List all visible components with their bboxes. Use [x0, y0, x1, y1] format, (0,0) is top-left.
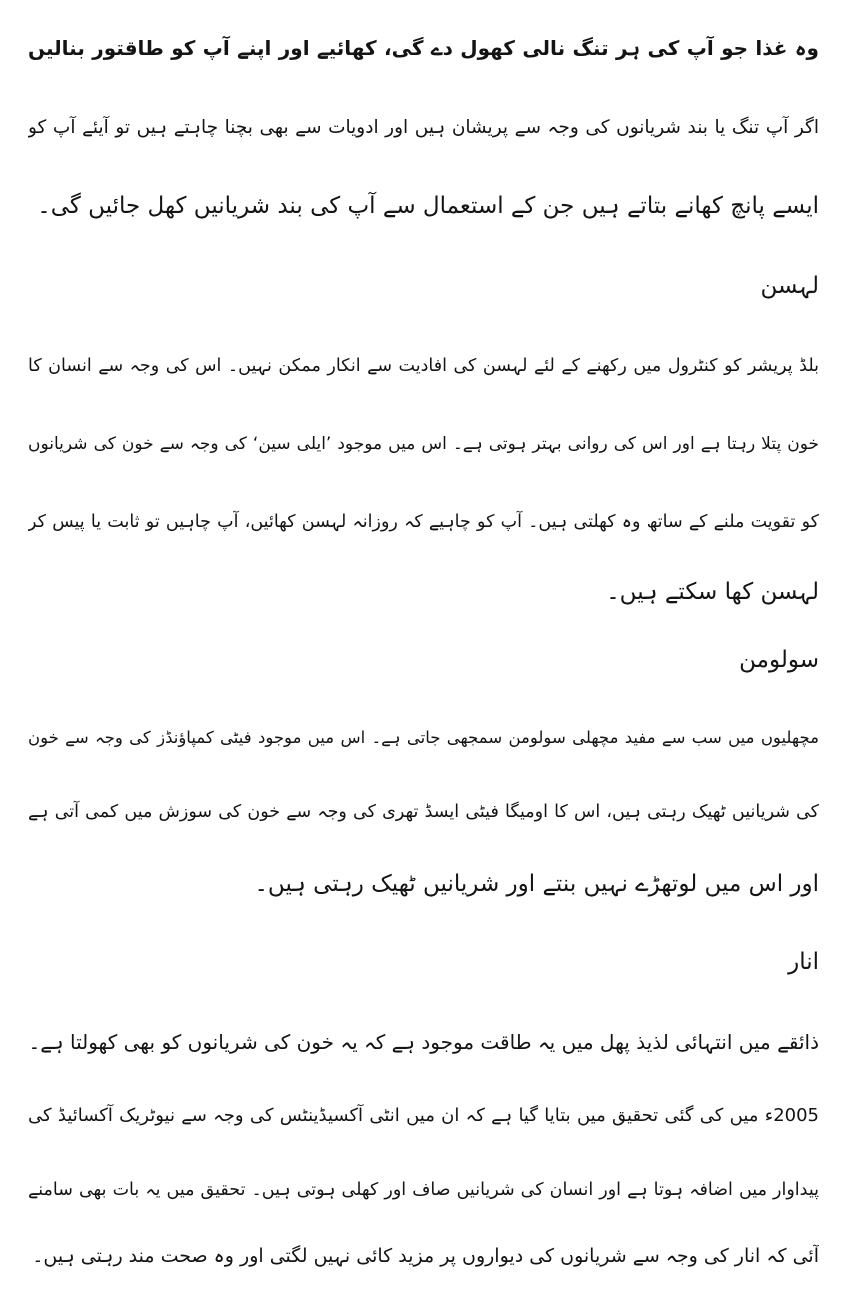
salmon-line-2: کی شریانیں ٹھیک رہتی ہیں، اس کا اومیگا فیٹی ایسڈ تھری کی وجہ سے خون کی سوزش میں کمی آتی ہے [28, 802, 819, 822]
garlic-line-1: بلڈ پریشر کو کنٹرول میں رکھنے کے لئے لہسن کی افادیت سے انکار ممکن نہیں۔ اس کی وجہ سے انسان کا [28, 356, 819, 376]
section-heading-salmon: سولومن [739, 647, 819, 673]
pomegranate-line-1: ذائقے میں انتہائی لذیذ پھل میں یہ طاقت موجود ہے کہ یہ خون کی شریانوں کو بھی کھولتا ہے۔ [28, 1030, 819, 1054]
garlic-line-2: خون پتلا رہتا ہے اور اس کی روانی بہتر ہوتی ہے۔ اس میں موجود ’ایلی سین‘ کی وجہ سے خون کی شریانوں [28, 434, 819, 454]
pomegranate-line-2: 2005ء میں کی گئی تحقیق میں بتایا گیا ہے کہ ان میں انٹی آکسیڈینٹس کی وجہ سے نیوٹریک آکسائیڈ کی [28, 1105, 819, 1126]
pomegranate-line-4: آئی کہ انار کی وجہ سے شریانوں کی دیواروں پر مزید کائی نہیں لگتی اور وہ صحت مند رہتی ہیں۔ [32, 1245, 819, 1267]
section-heading-pomegranate: انار [788, 949, 819, 975]
salmon-line-1: مچھلیوں میں سب سے مفید مچھلی سولومن سمجھی جاتی ہے۔ اس میں موجود فیٹی کمپاؤنڈز کی وجہ سے خون [28, 728, 819, 747]
intro-line-2: ایسے پانچ کھانے بتاتے ہیں جن کے استعمال سے آپ کی بند شریانیں کھل جائیں گی۔ [37, 193, 819, 219]
garlic-line-3: کو تقویت ملنے کے ساتھ وہ کھلتی ہیں۔ آپ کو چاہیے کہ روزانہ لہسن کھائیں، آپ چاہیں تو ثابت یا پیس کر [28, 512, 819, 532]
pomegranate-line-3: پیداوار میں اضافہ ہوتا ہے اور انسان کی شریانیں صاف اور کھلی ہوتی ہیں۔ تحقیق میں یہ بات بھی سامنے [28, 1180, 819, 1200]
section-heading-garlic: لہسن [760, 273, 819, 299]
salmon-line-3: اور اس میں لوتھڑے نہیں بنتے اور شریانیں ٹھیک رہتی ہیں۔ [254, 871, 819, 897]
intro-line-1: اگر آپ تنگ یا بند شریانوں کی وجہ سے پریشان ہیں اور ادویات سے بھی بچنا چاہتے ہیں تو آیئے آپ کو [28, 117, 819, 138]
article-title: وہ غذا جو آپ کی ہر تنگ نالی کھول دے گی، کھائیے اور اپنے آپ کو طاقتور بنالیں [28, 36, 819, 60]
garlic-line-4: لہسن کھا سکتے ہیں۔ [606, 579, 819, 605]
